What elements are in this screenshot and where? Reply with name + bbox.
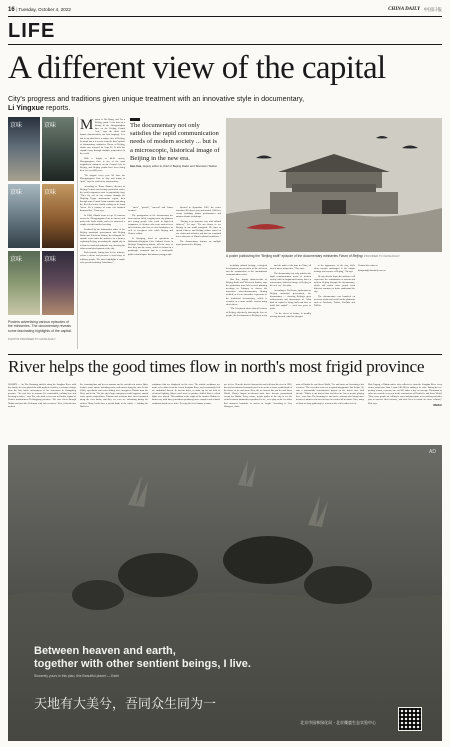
story2-col3: sculptures that are displayed on the river. The artistic sculptures are made of ice taken from the frozen Songhua River, and occasionally fish are embedded therein. In ancient times, to make up for the lack of electrical lighting, fishers used snow to produce skilled flint to whish lights were placed. This tradition is the origin of the modern Harbin ice lantern art, with later generations producing more complex and colorful variations based on ice rules. To enjoy the river banana a imme-	[152, 383, 220, 405]
section-label: LIFE	[8, 20, 56, 42]
left-photo-caption: Posters advertising various episodes of the miniseries. The documentary reveals some fascinating highlights of the capital.	[8, 320, 72, 333]
ad-headline-1: Between heaven and earth,	[34, 645, 176, 657]
date-line: Tuesday, October 4, 2022	[18, 7, 71, 12]
story1-col1	[80, 118, 125, 350]
paragraph: is the appearance of the city, while what remains unchanged is the unique heritage and essence of Beijing," Xu says.	[314, 264, 355, 274]
story2-col4: nce of rice. Near the first ice lantern fair was held near the river in 1963, the city has attracted seasonal travelers to create a winter wonderland on the theme of ice and snow. Now, the ice lantern fair and Ice and Snow World, China's largest ice-themed park, have become promotional events for Harbin. Every winter, people gather to the city to see the world's famous landmarks reproduced in ice, or to play on the ice slides that measures hundreds of meters in length. According to Guo Shengwei, chair-	[224, 383, 292, 408]
paragraph: "As the wheel of history is steadily moving forward, what has changed	[270, 312, 311, 319]
paper-name: CHINA DAILY	[388, 7, 420, 12]
column-divider	[77, 117, 78, 349]
ad-tag: AD	[429, 449, 436, 455]
page-header: 16 | Tuesday, October 4, 2022 CHINA DAILY 中国日报	[8, 7, 442, 13]
poster-grid	[8, 117, 74, 317]
paragraph: He says that he hopes the audience will experience the combination of ancient and modern Beijing through the documentary, which will enable more people from different countries to better understand the city.	[314, 274, 355, 294]
paragraph: According to Xu Hejiao, spokesman of Beijing municipal government, the documentary — showing Beijing's great achievements and innovations of "what kind of capital is being built and how to build this capital" — took two years to make.	[270, 288, 311, 311]
story1-col2	[128, 206, 173, 350]
ad-subline: Sincerely yours in this plan, this Beautiful planet — Earth	[34, 674, 120, 678]
story1-col4	[226, 264, 267, 350]
story1-col3	[176, 206, 221, 350]
paragraph: including cultural heritage, ecological development, preservation of the old town and the construction of the international communication center.	[226, 264, 267, 277]
paragraph: With a height of 44.41 meters, Zhengyangmen Gate is one of the most magnificent entrances on the Central Axis of Beijing, and Beijing youths have been living there for over 600 years.	[80, 156, 125, 173]
paragraph: "street", "growth", "renewal" and "future creation".	[128, 206, 173, 213]
quote-mark	[130, 118, 140, 121]
paragraph: "The 10-episode show visits all corners of Beijing, objectively showing the lives of people, the development of Beijing as a city	[226, 307, 267, 317]
story2-headline: River helps the good times flow in north's most frigid province	[8, 357, 425, 376]
ad-organizations: 北京市园林绿化局 · 北京麋鹿生态实验中心	[300, 720, 376, 725]
paragraph: The documentary not only satisfies the rapid communication needs of modern society with its fragmented format, but is a microscopic, historical image of Beijing in the new era," she adds.	[270, 271, 311, 288]
paragraph: "Beijing is an attractive city with cultural richness," Lu says. "It's our dream to see Beijing in our small courtyard. We hope to spread Chinese and Beijing culture based on our events and activities and turn our courtyard into a showcase of China's cultural confidence."	[176, 219, 221, 239]
drop-cap: M	[80, 118, 94, 133]
swift-poster-image	[226, 118, 442, 252]
left-photo-credit: PHOTOS PROVIDED TO CHINA DAILY	[8, 338, 56, 341]
contact-label: Contact the writer at	[358, 264, 378, 267]
poster-title: 京味	[10, 256, 23, 263]
advertisement	[8, 445, 442, 741]
ad-chinese-slogan: 天地有大美兮，吾同众生同为一	[34, 697, 217, 712]
paragraph: "We migrate every year. We have the Zhengyangmen Gate in July and return in April," says the swift in the documentary.	[80, 173, 125, 183]
story1-headline: A different view of the capital	[8, 50, 386, 86]
story2-col1: HARBIN — An Xin Yuanfang strolled along the Songhua River with her family, she was glad at the mild northern weather, a welcome change from the last, harsh environment of her hometown in Guangdong province. "It's cool here in summer. It's comfortable walking here and listening to music," says Xia, who took a river tour in Harbin, capital of China's northernmost Heilongjiang province. The river flows through Harbin and provides Heloncan with rich resources. Now, it blends into modern	[8, 383, 76, 408]
poster-title: 京味	[10, 189, 23, 196]
qr-code[interactable]	[398, 707, 422, 731]
poster-title: 京味	[44, 256, 57, 263]
pull-quote-attribution: Han Xue, deputy editor-in-chief of Beijing Radio and Television Station	[130, 164, 218, 169]
paragraph: The documentary was launched on overseas media and social media platforms such as Facebook, Twitter, YouTube and TikTok.	[314, 295, 355, 308]
poster-title: 京味	[44, 122, 57, 129]
paragraph: Produced by the information office of the Beijing municipal government and Beijing Radio and Television Station, the trilingual 10-episode series takes the audience on a journey exploring Beijing, presenting the capital city in a down-to-earth and authentic way, showing the richness and development of the city.	[80, 228, 125, 250]
page-number: 16	[8, 7, 15, 13]
poster-title: 京味	[10, 122, 23, 129]
story1-col5	[270, 264, 311, 350]
paragraph: Han Xue, deputy editor-in-chief of Beijing Radio and Television Station, says the production team held several planning meetings in February to choose the innovative micro-documentary filming method, as it's an innovative expression of the traditional documentary, which is recorded in a more mobile context using short videos.	[226, 277, 267, 306]
swift-illustration	[226, 118, 442, 252]
ad-headline-2: together with other sentient beings, I live.	[34, 658, 251, 670]
paragraph: The protagonists of the documentary are from various fields, ranging from city planners and young people who work in high-tech companies, to doctors who treat ancient trees and residents who love to visit bookstores, as well as foreigners who relish Beijing and Chinese culture.	[128, 213, 173, 236]
paragraph: Each episode, lasting four to five minutes, selects a theme and presents a vivid story of ordinary people. The show highlights a couple of keywords including "inheritance",	[80, 251, 125, 264]
story2-credit: XINHUA	[433, 404, 442, 407]
story-separator	[8, 354, 442, 355]
story2-col5: man of Harbin Ice and Snow World, "Ice and snow are becoming a hot resource." The river also serves as a natural playground. Sun Peijun, 58, runs a snowmobile entertainment project on the frozen river with friends. "Winter is my busiest time and there are lots of people playing here," says Sun. The booming ice and snow economy also brings more income to farmers who used to have no work at all in winter. Now, many of them are busy gathering ice season as the cold weather sets in.	[296, 383, 364, 405]
story2-col6: Zhai Fagong, a Harbin native who collects ice from the Songhua River every winter, earns more than 1 yuan (≈$1.38) for cutting a ice cube. During the ice-picking season, a person can cut 300 cubes a day on average. Thousands of cubes are created every year in the construction of Harbin Ice and Snow World. "Now, more people are willing to come and participate in ice picking and other jobs to increase their incomes, and their lives to enable are more colorful," Zhai says. XINHUA	[368, 383, 442, 407]
byline: Li Yingxue	[8, 103, 44, 113]
section-rule	[8, 44, 442, 45]
paragraph: and the spirit of the time in China, all from a micro perspective," Han says.	[270, 264, 311, 271]
story1-col6	[314, 264, 355, 350]
paper-name-cn: 中国日报	[423, 7, 442, 12]
header-rule	[8, 16, 442, 17]
paragraph: In 2008, Zhanhi team set up 10 cameras across the Zhengyangmen Gate to observe and protect the birds within, and even witnessed a couple of swift families breeding.	[80, 214, 125, 227]
story1-standfirst: City's progress and traditions given unique treatment with an innovative style in documentary, Li Yingxue reports.	[8, 94, 305, 113]
paragraph: The documentary features an multiple topics partnered to Beijing,	[176, 240, 221, 247]
paragraph: According to Xiaus Zhanzu, director of Beijing Central Axis heritage protection center, the swift's migratory route is particularly long. "They fly out of our country through the Xinjiang Uygur autonomous region, then through some Central Asian countries and along the Red Sea before finally ending up in South Africa. It's a journey of some one hundred thousand km," Guan says.	[80, 184, 125, 213]
right-photo-caption: A poster publicizing the "Beijing swift" episode of the documentary miniseries Flavor of Beijing. PROVIDED TO CHINA DAILY	[226, 254, 400, 258]
story1-col1-text	[80, 118, 125, 264]
story1-contact	[358, 264, 399, 350]
pull-quote	[130, 118, 220, 169]
story2-col2: life, featuring bars and beer in summer and ice activities in winter. Quite features water sports, including cruise with music along the river. In the 2000s, speedboats and water sliding were brought to Harbin from the West, and in the '70s, the city's large enterprises would organize annual water sports competitions. Tourists and residents have been fascinated along the river banks, and they see even see swimming during the winters. Many locals have a special battle in the winter — holding the Bath's ice	[80, 383, 148, 408]
poster-title: 京味	[44, 189, 57, 196]
pull-quote-text: The documentary not only satisfies the rapid communication needs of modern society ... but is a microscopic, historical image of Beijing in the new era.	[130, 122, 220, 162]
paragraph: Opened in September 2018, the center functions 365 days a year and around 1,000 free events including drama performances and amateur theater workshops.	[176, 206, 221, 219]
paragraph: aoxue is Bei-Qiang, and I'm a Beijing youth. I was born at a hutong in the Shengmanghau fane on the Beijing Central Axis," says the third with human characteristics, not beat language. It is fair to say that this is a unique view of Beijing. In actual fact it is a scene from the third episode of documentary miniseries Flavor of Beijing, which was released on Sept 23. It tells the capital's story through multiple perspectives in the world.	[80, 118, 125, 156]
paragraph: Li Qiaoping, head of operations at Shibazonbi Bujinjian Civic Cultural Center in Beijing's Dongcheng district, tells the story of how they ran the center, which is located in a quadrangle courtyard and is a fashionable public cultural space that attracts young people.	[128, 237, 173, 256]
contact-email[interactable]: liyingxue@chinadaily.com.cn	[358, 268, 386, 272]
